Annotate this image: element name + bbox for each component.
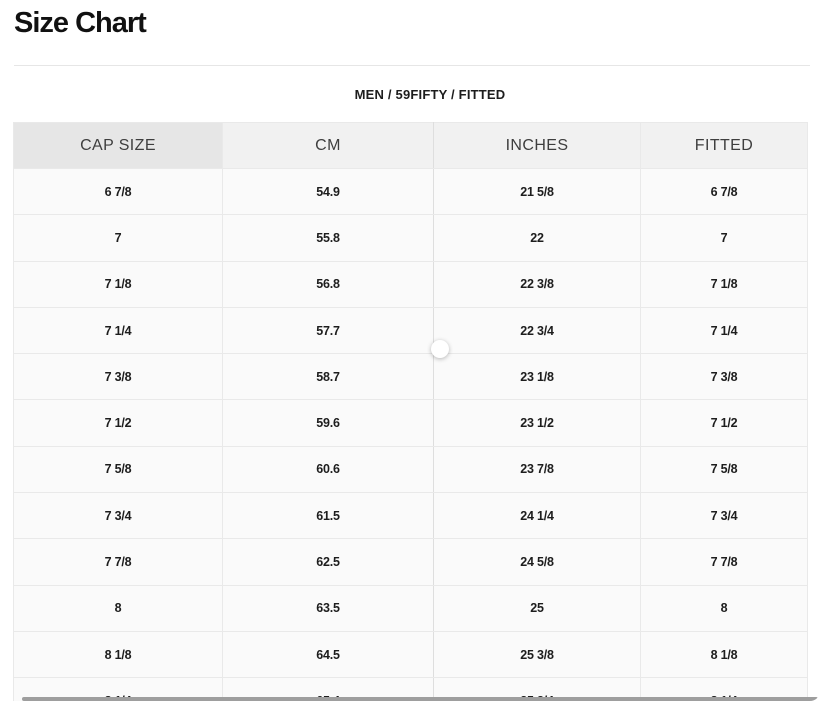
column-header-fitted: FITTED — [641, 123, 808, 169]
table-cell: 7 1/8 — [14, 261, 223, 307]
table-cell: 22 — [434, 215, 641, 261]
column-drag-handle-icon[interactable] — [431, 340, 449, 358]
page-title: Size Chart — [14, 7, 146, 39]
table-row — [14, 446, 808, 492]
table-row — [14, 539, 808, 585]
table-cell: 7 5/8 — [641, 446, 808, 492]
size-table-body — [14, 169, 808, 701]
horizontal-scrollbar-thumb[interactable] — [22, 697, 818, 701]
table-cell: 25 3/8 — [434, 631, 641, 677]
table-cell: 22 3/4 — [434, 307, 641, 353]
size-table-container — [13, 122, 807, 701]
table-cell: 63.5 — [223, 585, 434, 631]
table-cell: 7 3/8 — [14, 354, 223, 400]
table-row — [14, 400, 808, 446]
table-cell: 23 1/8 — [434, 354, 641, 400]
table-cell: 57.7 — [223, 307, 434, 353]
table-cell: 7 7/8 — [641, 539, 808, 585]
table-cell: 61.5 — [223, 493, 434, 539]
size-table — [13, 122, 808, 701]
table-row — [14, 585, 808, 631]
column-header-cm: CM — [223, 123, 434, 169]
table-header-row — [14, 123, 808, 169]
table-row — [14, 307, 808, 353]
table-row — [14, 215, 808, 261]
table-cell: 7 1/4 — [14, 307, 223, 353]
table-cell: 24 5/8 — [434, 539, 641, 585]
table-row — [14, 631, 808, 677]
table-cell: 7 3/4 — [641, 493, 808, 539]
table-cell: 55.8 — [223, 215, 434, 261]
table-cell: 7 5/8 — [14, 446, 223, 492]
table-cell: 59.6 — [223, 400, 434, 446]
table-cell: 7 — [14, 215, 223, 261]
table-cell: 56.8 — [223, 261, 434, 307]
table-cell: 6 7/8 — [641, 169, 808, 215]
table-row — [14, 493, 808, 539]
table-cell: 54.9 — [223, 169, 434, 215]
table-cell: 7 3/8 — [641, 354, 808, 400]
table-cell: 7 — [641, 215, 808, 261]
table-cell: 6 7/8 — [14, 169, 223, 215]
table-cell: 7 1/2 — [641, 400, 808, 446]
category-breadcrumb: MEN / 59FIFTY / FITTED — [354, 87, 506, 102]
table-cell: 7 1/2 — [14, 400, 223, 446]
table-cell: 58.7 — [223, 354, 434, 400]
table-row — [14, 169, 808, 215]
table-cell: 7 1/4 — [641, 307, 808, 353]
table-cell: 8 — [14, 585, 223, 631]
table-row — [14, 354, 808, 400]
table-cell: 62.5 — [223, 539, 434, 585]
table-cell: 8 1/8 — [14, 631, 223, 677]
table-cell: 25 — [434, 585, 641, 631]
table-row — [14, 261, 808, 307]
table-cell: 64.5 — [223, 631, 434, 677]
table-cell: 22 3/8 — [434, 261, 641, 307]
table-cell: 60.6 — [223, 446, 434, 492]
table-cell: 7 1/8 — [641, 261, 808, 307]
table-cell: 23 1/2 — [434, 400, 641, 446]
table-cell: 8 1/8 — [641, 631, 808, 677]
table-cell: 21 5/8 — [434, 169, 641, 215]
column-header-inches: INCHES — [434, 123, 641, 169]
table-cell: 24 1/4 — [434, 493, 641, 539]
column-header-cap-size: CAP SIZE — [14, 123, 223, 169]
table-cell: 7 3/4 — [14, 493, 223, 539]
title-divider — [14, 65, 810, 66]
table-cell: 8 — [641, 585, 808, 631]
table-cell: 23 7/8 — [434, 446, 641, 492]
table-cell: 7 7/8 — [14, 539, 223, 585]
